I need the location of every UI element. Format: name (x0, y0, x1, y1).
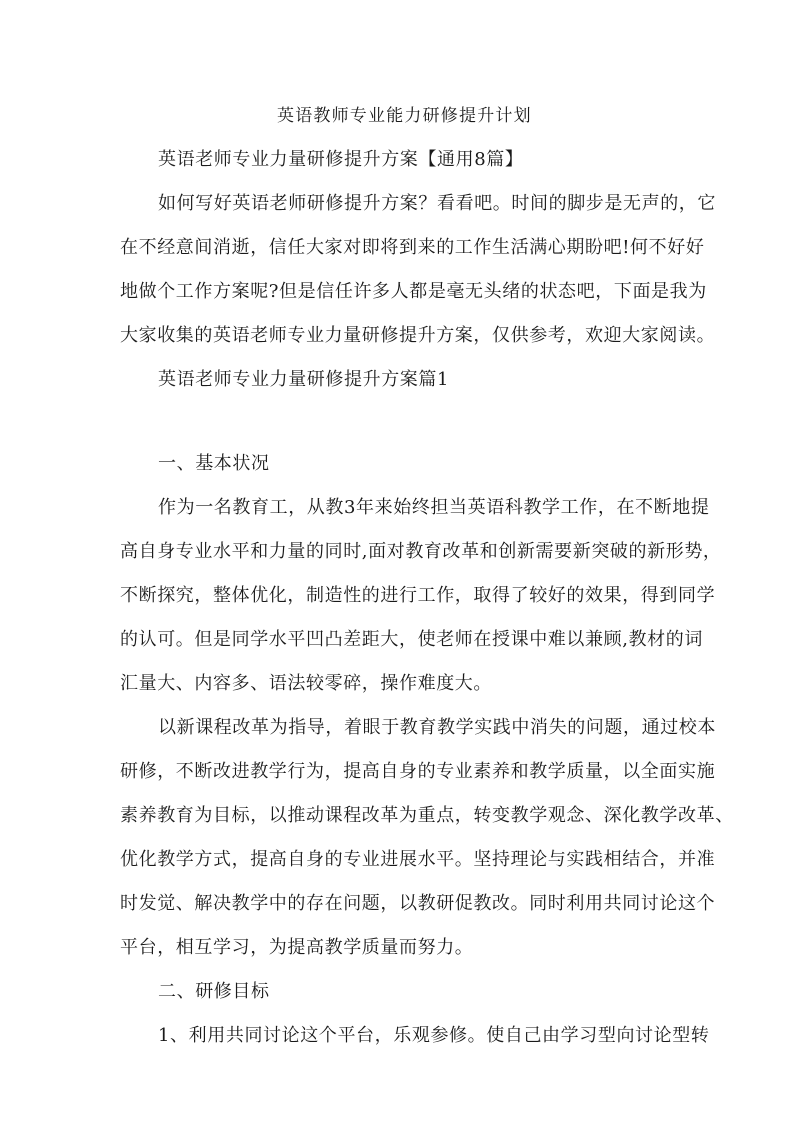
paragraph-line: 以新课程改革为指导，着眼于教育教学实践中消失的问题，通过校本 (158, 717, 716, 738)
intro-line: 地做个工作方案呢?但是信任许多人都是毫无头绪的状态吧，下面是我为 (120, 281, 707, 302)
intro-line: 在不经意间消逝，信任大家对即将到来的工作生活满心期盼吧!何不好好 (120, 237, 705, 258)
intro-line: 大家收集的英语老师专业力量研修提升方案，仅供参考，欢迎大家阅读。 (120, 325, 716, 346)
article-title: 英语老师专业力量研修提升方案篇1 (158, 369, 450, 390)
paragraph-line: 平台，相互学习，为提高教学质量而努力。 (120, 937, 474, 958)
paragraph-line: 汇量大、内容多、语法较零碎，操作难度大。 (120, 673, 492, 694)
document-title: 英语教师专业能力研修提升计划 (277, 106, 532, 126)
paragraph-line: 不断探究，整体优化，制造性的进行工作，取得了较好的效果，得到同学 (120, 585, 716, 606)
section-heading: 二、研修目标 (158, 981, 270, 1002)
paragraph-line: 高自身专业水平和力量的同时,面对教育改革和创新需要新突破的新形势， (120, 541, 722, 562)
paragraph-line: 素养教育为目标，以推动课程改革为重点，转变教学观念、深化教学改革、 (120, 805, 734, 826)
intro-line: 如何写好英语老师研修提升方案？看看吧。时间的脚步是无声的，它 (158, 193, 716, 214)
paragraph-line: 研修，不断改进教学行为，提高自身的专业素养和教学质量，以全面实施 (120, 761, 716, 782)
paragraph-line: 作为一名教育工，从教3年来始终担当英语科教学工作，在不断地提 (158, 497, 710, 518)
paragraph-line: 优化教学方式，提高自身的专业进展水平。坚持理论与实践相结合，并准 (120, 849, 716, 870)
paragraph-line: 1、利用共同讨论这个平台，乐观参修。使自己由学习型向讨论型转 (158, 1025, 710, 1046)
paragraph-line: 时发觉、解决教学中的存在问题，以教研促教改。同时利用共同讨论这个 (120, 893, 716, 914)
section-heading: 一、基本状况 (158, 453, 270, 474)
paragraph-line: 的认可。但是同学水平凹凸差距大，使老师在授课中难以兼顾,教材的词 (120, 629, 703, 650)
document-subtitle: 英语老师专业力量研修提升方案【通用8篇】 (158, 149, 524, 170)
